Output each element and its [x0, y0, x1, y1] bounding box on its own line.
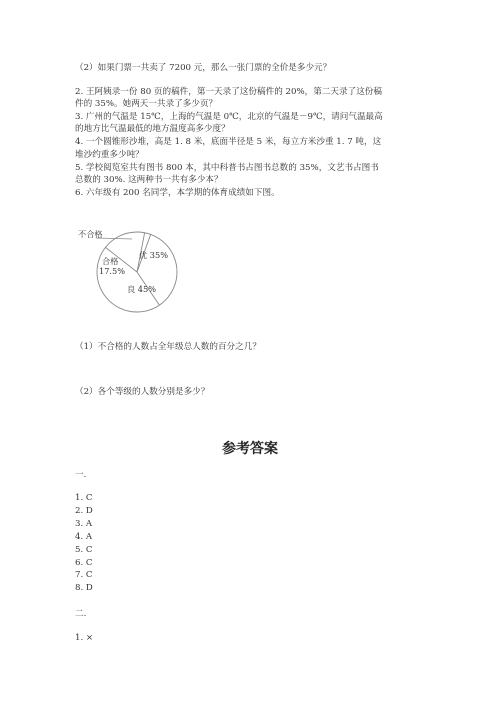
answer-item-7: 7. C: [75, 570, 93, 581]
answer-item-6: 6. C: [75, 557, 93, 568]
label-qualified: 合格: [102, 256, 119, 266]
q3-line1: 3. 广州的气温是 15℃，上海的气温是 0℃，北京的气温是－9℃，请问气温最高: [75, 112, 383, 122]
q6-part2: （2）各个等级的人数分别是多少？: [75, 387, 210, 397]
q2-line1: 2. 王阿姨录一份 80 页的稿件，第一天录了这份稿件的 20%，第二天录了这份稿: [75, 87, 382, 97]
answer-title: 参考答案: [222, 441, 278, 457]
q4-line2: 堆沙约重多少吨？: [75, 150, 144, 160]
answer-item-2: 2. D: [75, 505, 93, 516]
q3-line2: 的地方比气温最低的地方温度高多少度？: [75, 124, 230, 134]
q6-line1: 6. 六年级有 200 名同学，本学期的体育成绩如下图。: [75, 188, 280, 198]
q6-part1: （1）不合格的人数占全年级总人数的百分之几？: [75, 342, 261, 352]
answer-item-5: 5. C: [75, 544, 93, 555]
q5-part2: （2）如果门票一共卖了 7200 元，那么一张门票的全价是多少元？: [75, 63, 332, 73]
answer-item-3: 3. A: [75, 518, 93, 529]
q5-line1: 5. 学校阅览室共有图书 800 本，其中科普书占图书总数的 35%，文艺书占图书: [75, 163, 379, 173]
slice-label-qualified: 17.5%: [99, 266, 126, 276]
slice-label-excellent: 优 35%: [139, 250, 168, 260]
answer2-item-1: 1. ×: [75, 633, 94, 643]
q4-line1: 4. 一个圆锥形沙堆，高是 1. 8 米，底面半径是 5 米，每立方米沙重 1. 7 吨，这: [75, 137, 382, 147]
answer-item-8: 8. D: [75, 583, 93, 594]
pie-chart: [70, 221, 190, 321]
slice-label-good: 良 45%: [127, 284, 156, 294]
q5-line2: 总数的 30%. 这两种书一共有多少本？: [75, 175, 223, 185]
q2-line2: 件的 35%。她两天一共录了多少页？: [75, 99, 218, 109]
label-unqualified: 不合格: [78, 229, 103, 239]
section2-heading: 二.: [75, 609, 87, 619]
answer-item-4: 4. A: [75, 531, 93, 542]
section1-heading: 一.: [75, 470, 87, 480]
answer-item-1: 1. C: [75, 493, 93, 503]
